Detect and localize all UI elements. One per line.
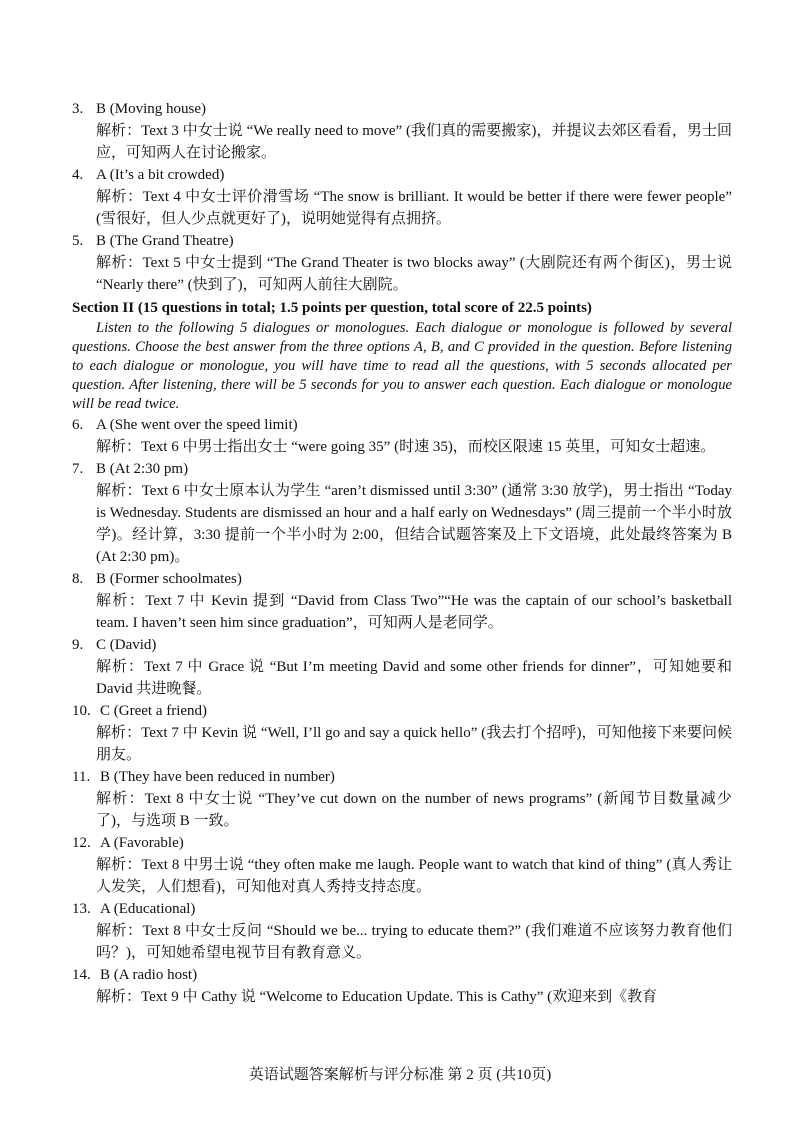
item-option: (Former schoolmates) xyxy=(109,571,242,587)
item-explanation: 解析：Text 6 中女士原本认为学生 “aren’t dismissed until 3:30” (通常 3:30 放学)，男士指出 “Today is Wednesday. Students are dismissed an hour and a half early on Wednesdays” (周三提前一个半小时放学)。经计算，3:30 提前一个半小时为 2:00，但结合试题答案及上下文语境，此处最终答案为 B (At 2:30 pm)。 xyxy=(96,483,732,565)
item-answer: B xyxy=(96,101,107,117)
item-explanation: 解析：Text 4 中女士评价滑雪场 “The snow is brilliant. It would be better if there were fewer people” (雪很好，但人少点就更好了)，说明她觉得有点拥挤。 xyxy=(96,189,732,227)
item-answer: B xyxy=(100,967,111,983)
answer-key-content xyxy=(72,98,732,1008)
item-answer: A xyxy=(96,167,107,183)
item-number: 13. xyxy=(72,901,91,917)
item-explanation: 解析：Text 6 中男士指出女士 “were going 35” (时速 35)，而校区限速 15 英里，可知女士超速。 xyxy=(96,439,716,455)
item-explanation: 解析：Text 8 中女士反问 “Should we be... trying to educate them?” (我们难道不应该努力教育他们吗？)，可知她希望电视节目有教育意义。 xyxy=(96,923,732,961)
item-answer: C xyxy=(96,637,107,653)
item-number: 7. xyxy=(72,461,84,477)
answer-item-5 xyxy=(72,230,732,296)
item-explanation: 解析：Text 8 中男士说 “they often make me laugh. People want to watch that kind of thing” (真人秀让人发笑，人们想看)，可知他对真人秀持支持态度。 xyxy=(96,857,732,895)
item-number: 4. xyxy=(72,167,84,183)
item-number: 6. xyxy=(72,417,84,433)
item-explanation: 解析：Text 9 中 Cathy 说 “Welcome to Education Update. This is Cathy” (欢迎来到《教育 xyxy=(96,989,658,1005)
item-option: (Educational) xyxy=(113,901,196,917)
item-number: 12. xyxy=(72,835,91,851)
item-explanation: 解析：Text 8 中女士说 “They’ve cut down on the number of news programs” (新闻节目数量减少了)，与选项 B 一致。 xyxy=(96,791,732,829)
item-number: 10. xyxy=(72,703,91,719)
item-number: 14. xyxy=(72,967,91,983)
section-heading: Section II (15 questions in total; 1.5 points per question, total score of 22.5 points) xyxy=(72,300,592,316)
page-footer: 英语试题答案解析与评分标准 第 2 页 (共10页) xyxy=(248,1067,552,1083)
answer-item-8 xyxy=(72,568,732,634)
item-option: (The Grand Theatre) xyxy=(109,233,234,249)
item-explanation: 解析：Text 5 中女士提到 “The Grand Theater is two blocks away” (大剧院还有两个街区)，男士说 “Nearly there” (快到了)，可知两人前往大剧院。 xyxy=(96,255,732,293)
item-option: (At 2:30 pm) xyxy=(109,461,189,477)
item-answer: B xyxy=(96,571,107,587)
section-instructions: Listen to the following 5 dialogues or monologues. Each dialogue or monologue is followed by several questions. Choose the best answer from the three options A, B, and C provided in the question. Before listening to each dialogue or monologue, you will have time to read all the questions, with 5 seconds allocated per question. After listening, there will be 5 seconds for you to answer each question. Each dialogue or monologue will be read twice. xyxy=(72,320,732,412)
answer-item-3 xyxy=(72,98,732,164)
answer-item-6 xyxy=(72,414,732,458)
item-option: (She went over the speed limit) xyxy=(109,417,298,433)
item-explanation: 解析：Text 3 中女士说 “We really need to move” (我们真的需要搬家)，并提议去郊区看看，男士回应，可知两人在讨论搬家。 xyxy=(96,123,732,161)
item-option: (Moving house) xyxy=(109,101,207,117)
item-number: 8. xyxy=(72,571,84,587)
item-option: (It’s a bit crowded) xyxy=(109,167,225,183)
item-option: (They have been reduced in number) xyxy=(113,769,335,785)
item-explanation: 解析：Text 7 中 Kevin 提到 “David from Class Two”“He was the captain of our school’s basketball team. I haven’t seen him since graduation”，可知两人是老同学。 xyxy=(96,593,732,631)
answer-item-10 xyxy=(72,700,732,766)
item-number: 5. xyxy=(72,233,84,249)
item-option: (Favorable) xyxy=(113,835,184,851)
item-number: 3. xyxy=(72,101,84,117)
item-answer: B xyxy=(96,233,107,249)
item-option: (A radio host) xyxy=(113,967,198,983)
answer-item-13 xyxy=(72,898,732,964)
item-answer: B xyxy=(96,461,107,477)
item-number: 9. xyxy=(72,637,84,653)
answer-item-7 xyxy=(72,458,732,568)
answer-item-9 xyxy=(72,634,732,700)
item-number: 11. xyxy=(72,769,91,785)
item-explanation: 解析：Text 7 中 Kevin 说 “Well, I’ll go and say a quick hello” (我去打个招呼)，可知他接下来要问候朋友。 xyxy=(96,725,732,763)
answer-item-11 xyxy=(72,766,732,832)
item-option: (Greet a friend) xyxy=(113,703,208,719)
answer-item-4 xyxy=(72,164,732,230)
item-option: (David) xyxy=(109,637,157,653)
answer-item-12 xyxy=(72,832,732,898)
item-explanation: 解析：Text 7 中 Grace 说 “But I’m meeting David and some other friends for dinner”，可知她要和 David 共进晚餐。 xyxy=(96,659,732,697)
item-answer: A xyxy=(100,901,111,917)
item-answer: A xyxy=(96,417,107,433)
item-answer: C xyxy=(100,703,111,719)
answer-item-14 xyxy=(72,964,732,1008)
item-answer: A xyxy=(100,835,111,851)
item-answer: B xyxy=(100,769,111,785)
